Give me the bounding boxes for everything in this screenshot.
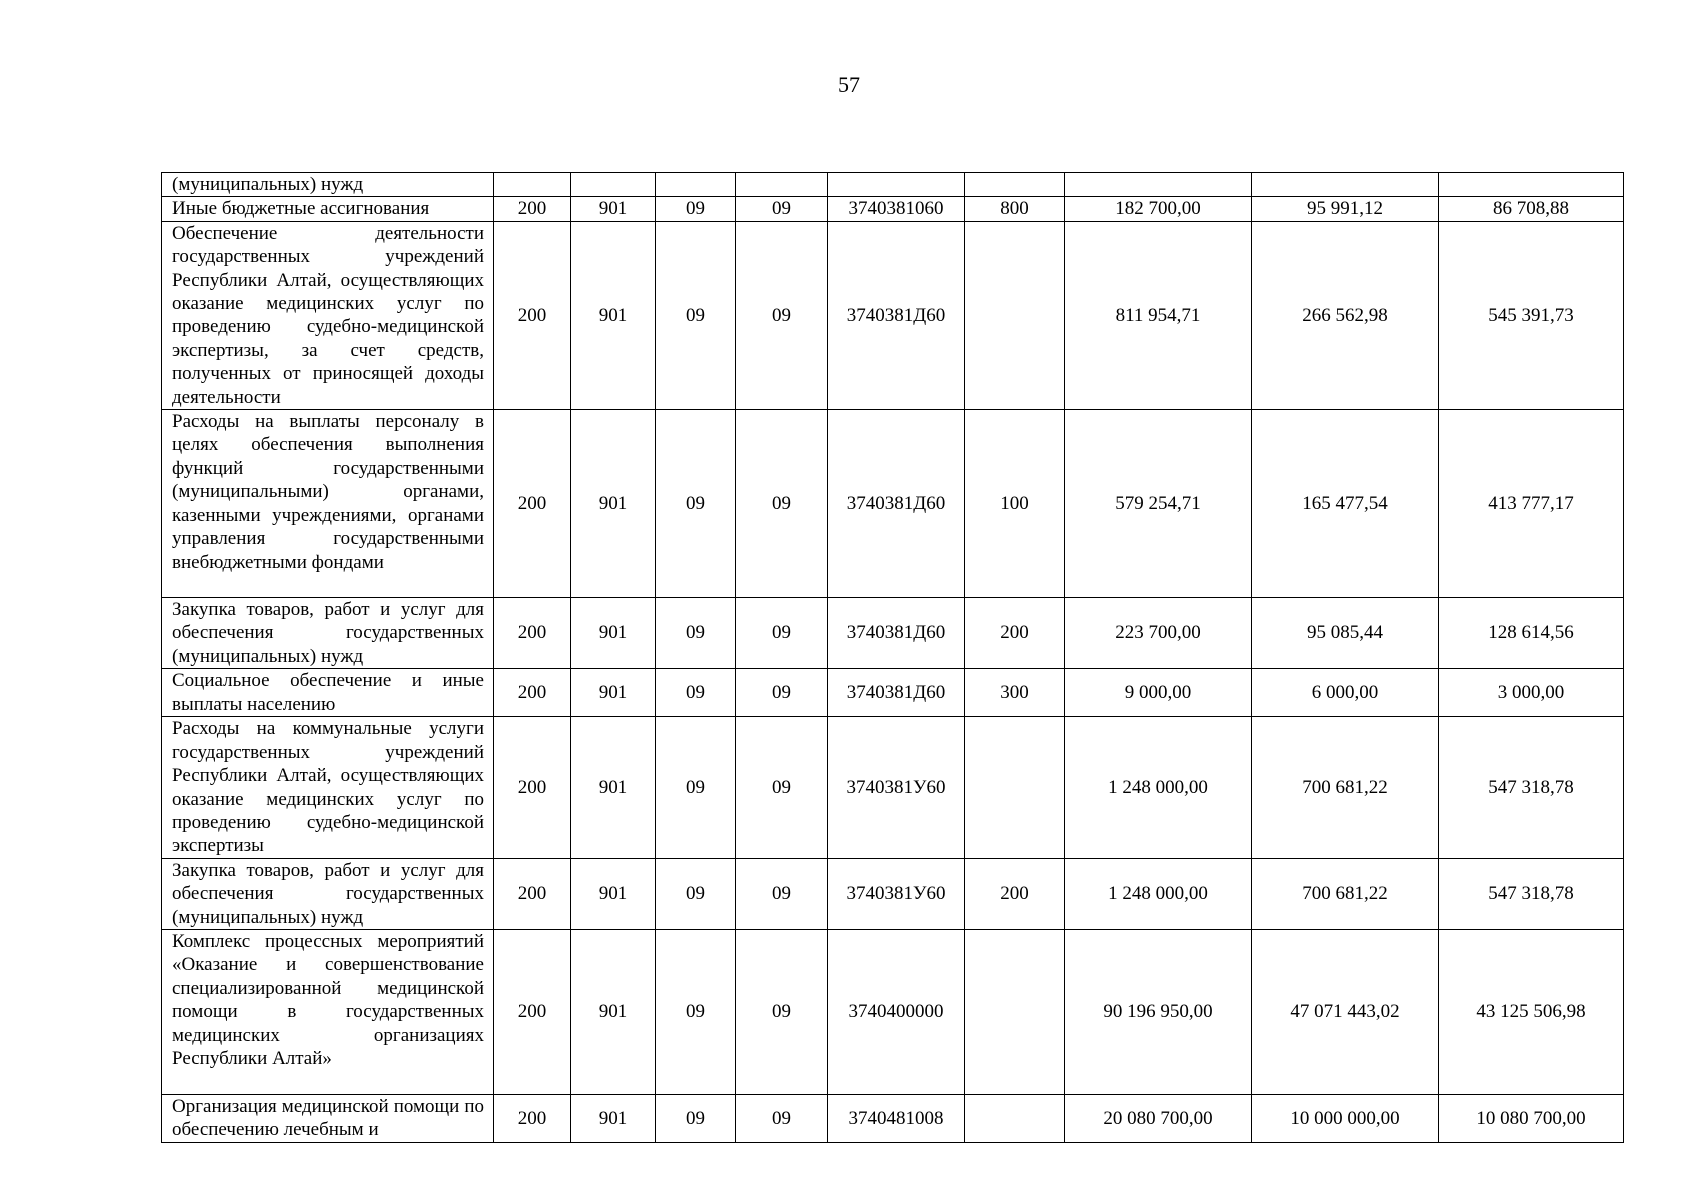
table-row	[162, 221, 1624, 409]
cell-code: 3740381060	[828, 197, 965, 221]
row-description: (муниципальных) нужд	[162, 173, 494, 197]
cell-executed: 95 991,12	[1252, 197, 1439, 221]
cell-remainder: 545 391,73	[1439, 221, 1624, 409]
page-number: 57	[838, 72, 860, 97]
row-description: Закупка товаров, работ и услуг для обеспечения государственных (муниципальных) нужд	[162, 598, 494, 669]
table-row	[162, 173, 1624, 197]
table-row	[162, 410, 1624, 598]
table-row	[162, 197, 1624, 221]
row-description: Социальное обеспечение и иные выплаты населению	[162, 669, 494, 717]
cell-code: 3740381У60	[828, 717, 965, 858]
cell-remainder: 3 000,00	[1439, 669, 1624, 717]
cell-type: 200	[965, 598, 1065, 669]
cell-c3: 09	[656, 1094, 736, 1142]
cell-amount: 1 248 000,00	[1065, 717, 1252, 858]
cell-remainder: 10 080 700,00	[1439, 1094, 1624, 1142]
cell-c2: 901	[571, 410, 656, 598]
cell-c1: 200	[494, 929, 571, 1094]
cell-remainder: 547 318,78	[1439, 717, 1624, 858]
cell-c1: 200	[494, 197, 571, 221]
cell-c3: 09	[656, 598, 736, 669]
row-description: Закупка товаров, работ и услуг для обеспечения государственных (муниципальных) нужд	[162, 858, 494, 929]
cell-code: 3740481008	[828, 1094, 965, 1142]
cell-c2: 901	[571, 221, 656, 409]
cell-executed: 95 085,44	[1252, 598, 1439, 669]
row-description: Иные бюджетные ассигнования	[162, 197, 494, 221]
cell-executed: 266 562,98	[1252, 221, 1439, 409]
cell-amount: 20 080 700,00	[1065, 1094, 1252, 1142]
cell-executed: 10 000 000,00	[1252, 1094, 1439, 1142]
row-description: Расходы на коммунальные услуги государственных учреждений Республики Алтай, осуществляющих оказание медицинских услуг по проведению судебно-медицинской экспертизы	[162, 717, 494, 858]
cell-c2: 901	[571, 669, 656, 717]
table-row	[162, 598, 1624, 669]
cell-c2: 901	[571, 598, 656, 669]
cell-amount: 182 700,00	[1065, 197, 1252, 221]
cell-executed: 700 681,22	[1252, 717, 1439, 858]
row-description: Расходы на выплаты персоналу в целях обеспечения выполнения функций государственными (муниципальными) органами, казенными учреждениями, органами управления государственными внебюджетными фондами	[162, 410, 494, 598]
cell-code: 3740381Д60	[828, 410, 965, 598]
cell-c4: 09	[736, 410, 828, 598]
cell-c3: 09	[656, 197, 736, 221]
cell-code: 3740381Д60	[828, 221, 965, 409]
cell-c1: 200	[494, 410, 571, 598]
cell-c4: 09	[736, 221, 828, 409]
cell-type: 300	[965, 669, 1065, 717]
cell-code: 3740381Д60	[828, 669, 965, 717]
cell-c4: 09	[736, 858, 828, 929]
cell-code: 3740381Д60	[828, 598, 965, 669]
row-description: Комплекс процессных мероприятий «Оказание и совершенствование специализированной медицинской помощи в государственных медицинских организациях Республики Алтай»	[162, 929, 494, 1094]
cell-amount: 223 700,00	[1065, 598, 1252, 669]
cell-code: 3740400000	[828, 929, 965, 1094]
cell-amount: 90 196 950,00	[1065, 929, 1252, 1094]
cell-c3: 09	[656, 929, 736, 1094]
cell-amount: 9 000,00	[1065, 669, 1252, 717]
cell-c3: 09	[656, 410, 736, 598]
table-row	[162, 1094, 1624, 1142]
cell-c4: 09	[736, 669, 828, 717]
cell-c3: 09	[656, 221, 736, 409]
cell-remainder: 413 777,17	[1439, 410, 1624, 598]
table-row	[162, 858, 1624, 929]
cell-c4: 09	[736, 717, 828, 858]
cell-executed: 47 071 443,02	[1252, 929, 1439, 1094]
cell-remainder: 128 614,56	[1439, 598, 1624, 669]
cell-type	[965, 717, 1065, 858]
cell-c2: 901	[571, 197, 656, 221]
cell-code: 3740381У60	[828, 858, 965, 929]
cell-c4: 09	[736, 197, 828, 221]
cell-amount: 579 254,71	[1065, 410, 1252, 598]
cell-remainder: 86 708,88	[1439, 197, 1624, 221]
cell-remainder: 43 125 506,98	[1439, 929, 1624, 1094]
cell-c3: 09	[656, 717, 736, 858]
cell-c1: 200	[494, 717, 571, 858]
cell-type: 800	[965, 197, 1065, 221]
cell-executed: 165 477,54	[1252, 410, 1439, 598]
cell-c1: 200	[494, 598, 571, 669]
cell-type: 200	[965, 858, 1065, 929]
cell-c2: 901	[571, 929, 656, 1094]
table-row	[162, 929, 1624, 1094]
cell-c4: 09	[736, 1094, 828, 1142]
cell-c1: 200	[494, 1094, 571, 1142]
table-row	[162, 717, 1624, 858]
cell-c4: 09	[736, 598, 828, 669]
cell-c1: 200	[494, 858, 571, 929]
cell-c1: 200	[494, 221, 571, 409]
cell-c3: 09	[656, 669, 736, 717]
budget-table	[161, 172, 1624, 1143]
cell-amount: 1 248 000,00	[1065, 858, 1252, 929]
cell-c2: 901	[571, 858, 656, 929]
cell-c1: 200	[494, 669, 571, 717]
cell-remainder: 547 318,78	[1439, 858, 1624, 929]
row-description: Организация медицинской помощи по обеспечению лечебным и	[162, 1094, 494, 1142]
cell-amount: 811 954,71	[1065, 221, 1252, 409]
cell-executed: 6 000,00	[1252, 669, 1439, 717]
row-description: Обеспечение деятельности государственных учреждений Республики Алтай, осуществляющих оказание медицинских услуг по проведению судебно-медицинской экспертизы, за счет средств, полученных от приносящей доходы деятельности	[162, 221, 494, 409]
table-row	[162, 669, 1624, 717]
cell-type	[965, 1094, 1065, 1142]
cell-type	[965, 221, 1065, 409]
cell-c4: 09	[736, 929, 828, 1094]
cell-c3: 09	[656, 858, 736, 929]
cell-c2: 901	[571, 1094, 656, 1142]
cell-type	[965, 929, 1065, 1094]
cell-c2: 901	[571, 717, 656, 858]
cell-executed: 700 681,22	[1252, 858, 1439, 929]
cell-type: 100	[965, 410, 1065, 598]
